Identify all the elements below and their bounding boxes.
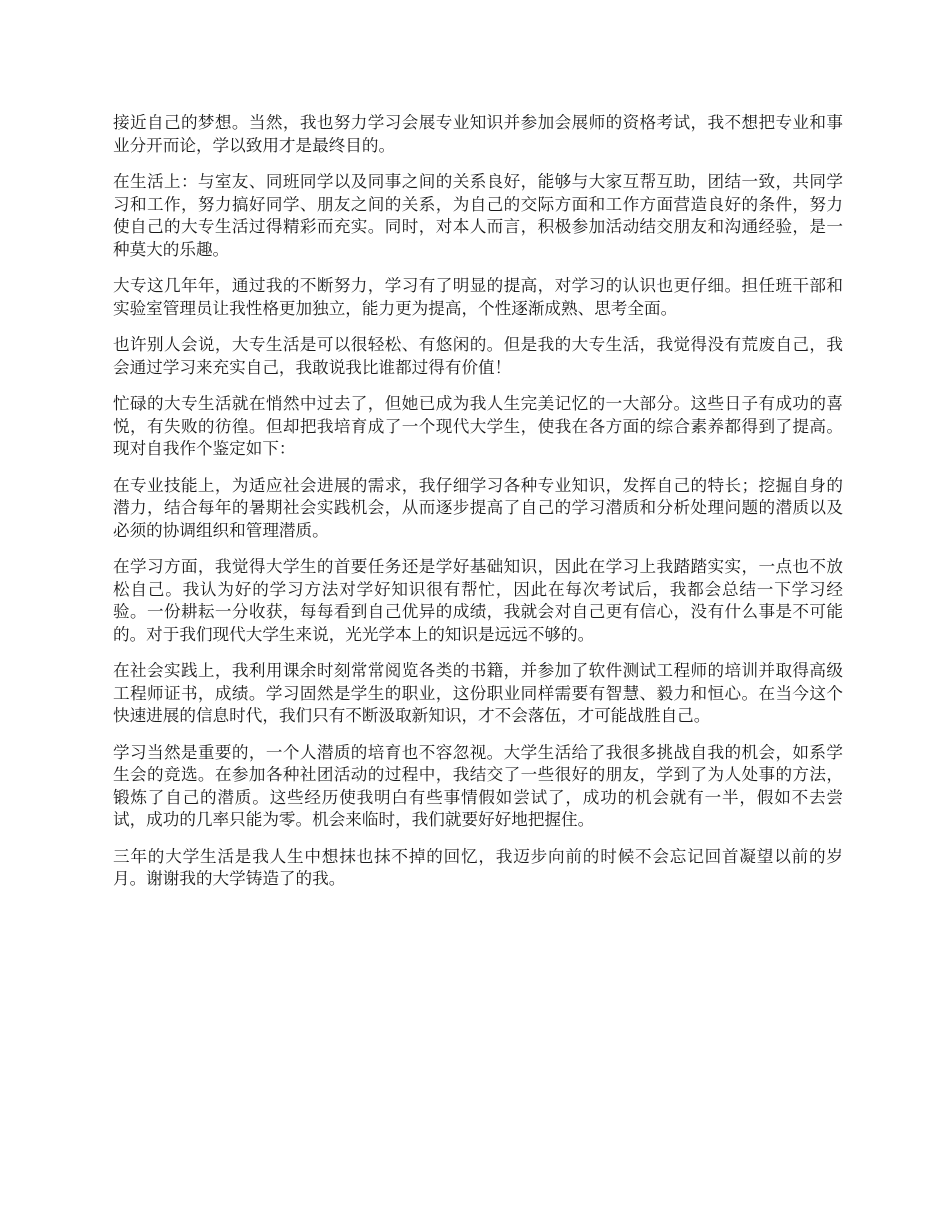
document-body [113,112,843,905]
paragraph-3: 大专这几年年，通过我的不断努力，学习有了明显的提高，对学习的认识也更仔细。担任班干部和实验室管理员让我性格更加独立，能力更为提高，个性逐渐成熟、思考全面。 [113,276,843,318]
paragraph-4: 也许别人会说，大专生活是可以很轻松、有悠闲的。但是我的大专生活，我觉得没有荒废自己，我会通过学习来充实自己，我敢说我比谁都过得有价值！ [113,335,843,377]
paragraph-2: 在生活上：与室友、同班同学以及同事之间的关系良好，能够与大家互帮互助，团结一致，共同学习和工作，努力搞好同学、朋友之间的关系，为自己的交际方面和工作方面营造良好的条件，努力使自己的大专生活过得精彩而充实。同时，对本人而言，积极参加活动结交朋友和沟通经验，是一种莫大的乐趣。 [113,172,843,259]
paragraph-6: 在专业技能上，为适应社会进展的需求，我仔细学习各种专业知识，发挥自己的特长；挖掘自身的潜力，结合每年的暑期社会实践机会，从而逐步提高了自己的学习潜质和分析处理问题的潜质以及必须的协调组织和管理潜质。 [113,475,843,540]
paragraph-10: 三年的大学生活是我人生中想抹也抹不掉的回忆，我迈步向前的时候不会忘记回首凝望以前的岁月。谢谢我的大学铸造了的我。 [113,846,843,888]
paragraph-8: 在社会实践上，我利用课余时刻常常阅览各类的书籍，并参加了软件测试工程师的培训并取得高级工程师证书，成绩。学习固然是学生的职业，这份职业同样需要有智慧、毅力和恒心。在当今这个快速进展的信息时代，我们只有不断汲取新知识，才不会落伍，才可能战胜自己。 [113,661,843,725]
paragraph-9: 学习当然是重要的，一个人潜质的培育也不容忽视。大学生活给了我很多挑战自我的机会，如系学生会的竞选。在参加各种社团活动的过程中，我结交了一些很好的朋友，学到了为人处事的方法，锻炼了自己的潜质。这些经历使我明白有些事情假如尝试了，成功的机会就有一半，假如不去尝试，成功的几率只能为零。机会来临时，我们就要好好地把握住。 [113,742,843,829]
paragraph-5: 忙碌的大专生活就在悄然中过去了，但她已成为我人生完美记忆的一大部分。这些日子有成功的喜悦，有失败的彷徨。但却把我培育成了一个现代大学生，使我在各方面的综合素养都得到了提高。现对自我作个鉴定如下： [113,394,843,458]
paragraph-7: 在学习方面，我觉得大学生的首要任务还是学好基础知识，因此在学习上我踏踏实实，一点也不放松自己。我认为好的学习方法对学好知识很有帮忙，因此在每次考试后，我都会总结一下学习经验。一份耕耘一分收获，每每看到自己优异的成绩，我就会对自己更有信心，没有什么事是不可能的。对于我们现代大学生来说，光光学本上的知识是远远不够的。 [113,557,843,644]
paragraph-1: 接近自己的梦想。当然，我也努力学习会展专业知识并参加会展师的资格考试，我不想把专业和事业分开而论，学以致用才是最终目的。 [113,113,843,155]
